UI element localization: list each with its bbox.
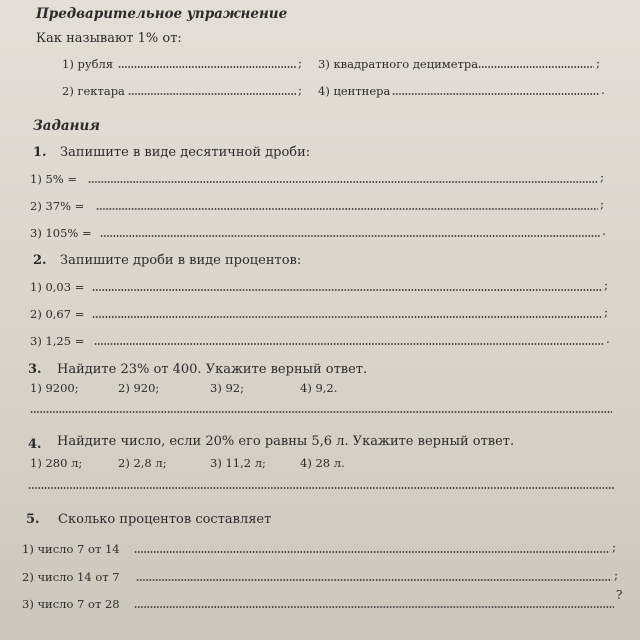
q3-option-1: 1) 9200; (30, 381, 79, 395)
q4-option-1: 1) 280 л; (30, 456, 83, 470)
line-end-mark: ; (596, 56, 601, 70)
q2-item-2: 2) 0,67 = (30, 307, 85, 321)
prelim-item-1: 1) рубля (62, 57, 114, 71)
q1-text: Запишите в виде десятичной дроби: (60, 145, 311, 160)
answer-line (96, 208, 598, 210)
q5-item-3: 3) число 7 от 28 (22, 597, 120, 611)
q1-item-3: 3) 105% = (30, 226, 92, 240)
answer-line (128, 93, 296, 95)
q4-number: 4. (28, 437, 42, 452)
answer-line (134, 551, 610, 553)
line-end-mark: ; (600, 197, 605, 211)
q2-item-3: 3) 1,25 = (30, 334, 85, 348)
answer-line (30, 411, 612, 413)
prelim-item-2: 2) гектара (62, 84, 125, 98)
q2-number: 2. (33, 253, 47, 268)
line-end-mark: . (602, 224, 606, 238)
answer-line (92, 316, 602, 318)
q5-text: Сколько процентов составляет (58, 512, 272, 527)
q1-number: 1. (33, 145, 47, 160)
line-end-mark: ; (612, 540, 617, 554)
q4-option-2: 2) 2,8 л; (118, 456, 167, 470)
line-end-mark: ; (298, 83, 303, 97)
line-end-mark: . (601, 83, 605, 97)
q5-number: 5. (26, 512, 40, 527)
prelim-question: Как называют 1% от: (36, 31, 182, 46)
answer-line (88, 181, 598, 183)
prelim-title: Предварительное упражнение (36, 6, 288, 22)
q3-option-3: 3) 92; (210, 381, 244, 395)
line-end-mark: ; (600, 170, 605, 184)
q3-number: 3. (28, 362, 42, 377)
answer-line (134, 606, 614, 608)
answer-line (28, 487, 614, 489)
q1-item-1: 1) 5% = (30, 172, 77, 186)
prelim-item-4: 4) центнера (318, 84, 391, 98)
q4-text: Найдите число, если 20% его равны 5,6 л. Укажите верный ответ. (57, 434, 515, 449)
answer-line (118, 66, 296, 68)
q2-item-1: 1) 0,03 = (30, 280, 85, 294)
line-end-mark: ? (616, 588, 623, 602)
answer-line (392, 93, 600, 95)
prelim-item-3: 3) квадратного дециметра (318, 57, 479, 71)
answer-line (92, 289, 602, 291)
answer-line (94, 343, 604, 345)
line-end-mark: ; (298, 56, 303, 70)
q1-item-2: 2) 37% = (30, 199, 85, 213)
q5-item-2: 2) число 14 от 7 (22, 570, 120, 584)
answer-line (100, 235, 600, 237)
line-end-mark: ; (604, 278, 609, 292)
answer-line (136, 579, 612, 581)
q3-option-4: 4) 9,2. (300, 381, 338, 395)
tasks-title: Задания (33, 118, 101, 134)
q5-item-1: 1) число 7 от 14 (22, 542, 120, 556)
q2-text: Запишите дроби в виде процентов: (60, 253, 302, 268)
line-end-mark: ; (614, 568, 619, 582)
line-end-mark: ; (604, 305, 609, 319)
answer-line (478, 66, 594, 68)
q3-option-2: 2) 920; (118, 381, 160, 395)
q3-text: Найдите 23% от 400. Укажите верный ответ. (57, 362, 368, 377)
q4-option-3: 3) 11,2 л; (210, 456, 266, 470)
q4-option-4: 4) 28 л. (300, 456, 345, 470)
line-end-mark: . (606, 332, 610, 346)
